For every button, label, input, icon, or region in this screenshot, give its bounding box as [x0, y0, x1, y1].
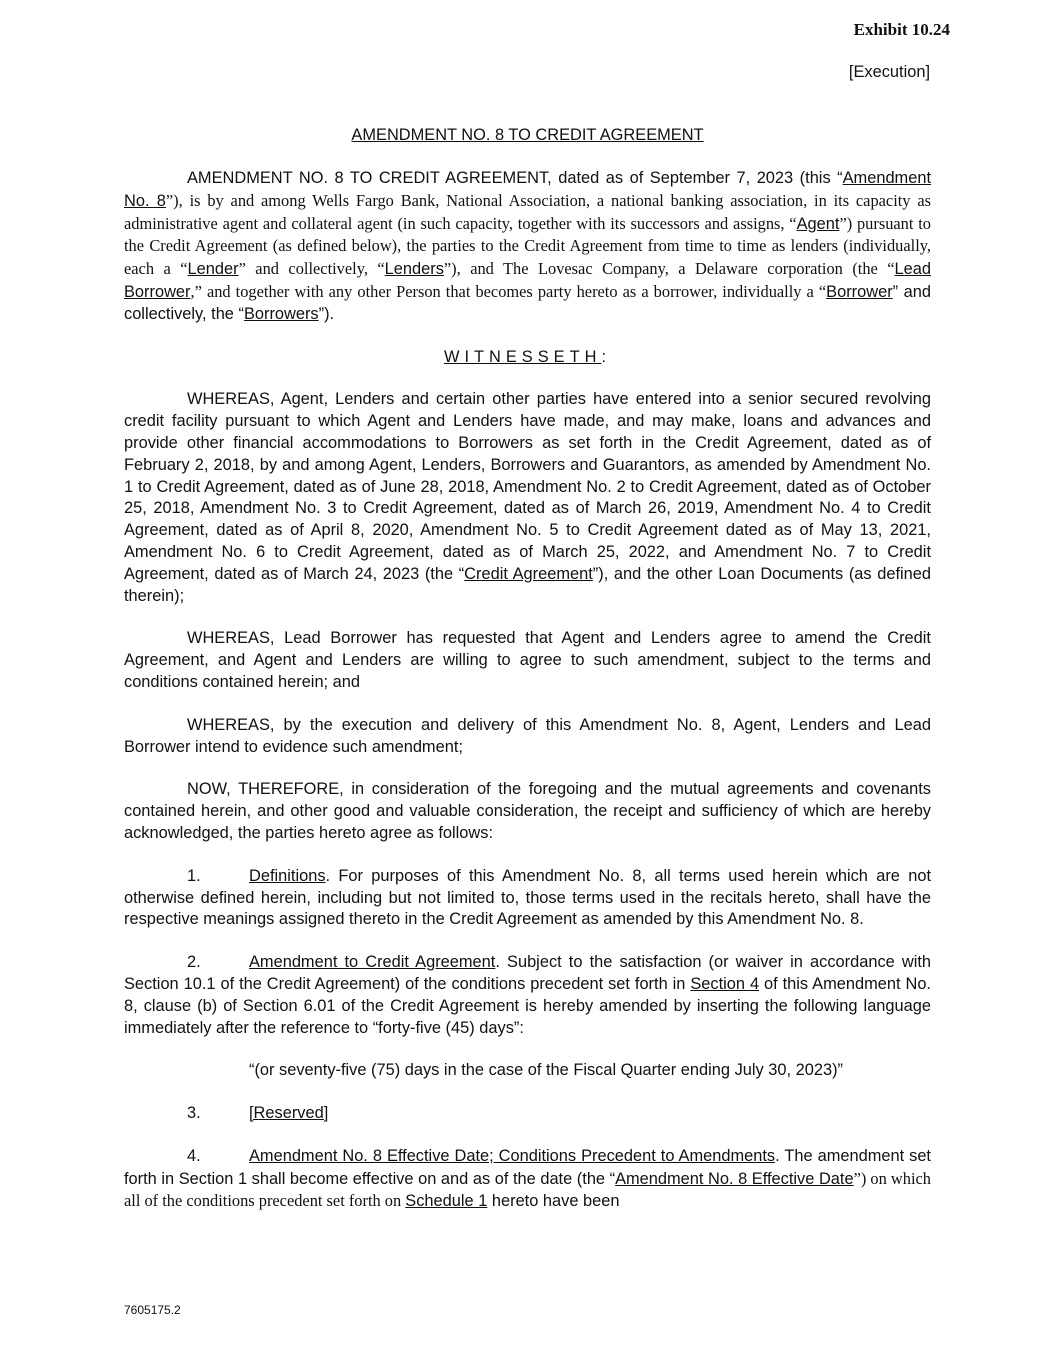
section-heading: [Reserved] [249, 1104, 329, 1123]
section-3: 3. [Reserved] [187, 1104, 329, 1123]
intro-paragraph: AMENDMENT NO. 8 TO CREDIT AGREEMENT, dated as of September 7, 2023 (this “Amendment No. 8”), is by and among Wells Fargo Bank, National Association, a national banking association, in its capacity as administrative agent and collateral agent (in such capacity, together with its successors and assigns, “Agent”) pursuant to the Credit Agreement (as defined below), the parties to the Credit Agreement from time to time as lenders (individually, each a “Lender” and collectively, “Lenders”), and The Lovesac Company, a Delaware corporation (the “Lead Borrower,” and together with any other Person that becomes party hereto as a borrower, individually a “Borrower” and collectively, the “Borrowers”). [124, 169, 932, 323]
document-id-footer: 7605175.2 [124, 1303, 181, 1317]
section-reference: Section 4 [690, 974, 760, 993]
now-therefore-paragraph: NOW, THEREFORE, in consideration of the foregoing and the mutual agreements and covenants contained herein, and other good and valuable consideration, the receipt and sufficiency of which are hereby acknowledged, the parties hereto agree as follows: [124, 780, 931, 842]
defined-term: Lender [187, 260, 239, 279]
document-title: AMENDMENT NO. 8 TO CREDIT AGREEMENT [351, 126, 704, 144]
execution-label: [Execution] [848, 63, 930, 81]
schedule-reference: Schedule 1 [405, 1192, 488, 1211]
defined-term: Amendment No. 8 Effective Date [615, 1169, 854, 1188]
defined-term: Lenders [384, 260, 444, 279]
defined-term: Borrower [826, 282, 893, 301]
section-1: 1. Definitions. For purposes of this Amendment No. 8, all terms used herein which are not otherwise defined herein, including but not limited to, those terms used in the recitals hereto, shall have the respective meanings assigned thereto in the Credit Agreement as amended by this Amendment No. 8. [124, 866, 931, 929]
document-body [124, 168, 931, 1234]
defined-term: Borrowers [243, 304, 319, 323]
defined-term: Lead Borrower [124, 260, 932, 301]
defined-term: Agent [796, 214, 840, 233]
section-4: 4. Amendment No. 8 Effective Date; Conditions Precedent to Amendments. The amendment set forth in Section 1 shall become effective on and as of the date (the “Amendment No. 8 Effective Date”) on which all of the conditions precedent set forth on Schedule 1 hereto have been [124, 1146, 931, 1211]
whereas-paragraph-2: WHEREAS, Lead Borrower has requested that Agent and Lenders agree to amend the Credit Agreement, and Agent and Lenders are willing to agree to such amendment, subject to the terms and conditions contained herein; and [124, 629, 931, 691]
whereas-paragraph-3: WHEREAS, by the execution and delivery of this Amendment No. 8, Agent, Lenders and Lead Borrower intend to evidence such amendment; [124, 715, 931, 756]
defined-term: Amendment No. 8 [124, 169, 931, 210]
section-heading: Amendment to Credit Agreement [249, 953, 496, 972]
exhibit-label: Exhibit 10.24 [853, 20, 950, 39]
defined-term: Credit Agreement [464, 564, 593, 583]
section-heading: Amendment No. 8 Effective Date; Conditions Precedent to Amendments [249, 1146, 776, 1165]
inserted-language-quote: “(or seventy-five (75) days in the case of the Fiscal Quarter ending July 30, 2023)” [249, 1061, 843, 1080]
section-heading: Definitions [249, 866, 326, 885]
witnesseth-heading: WITNESSETH: [443, 347, 611, 366]
section-2: 2. Amendment to Credit Agreement. Subject to the satisfaction (or waiver in accordance with Section 10.1 of the Credit Agreement) of the conditions precedent set forth in Section 4 of this Amendment No. 8, clause (b) of Section 6.01 of the Credit Agreement is hereby amended by inserting the following language immediately after the reference to “forty-five (45) days”: [124, 953, 931, 1037]
whereas-paragraph-1: WHEREAS, Agent, Lenders and certain other parties have entered into a senior secured revolving credit facility pursuant to which Agent and Lenders have made, and may make, loans and advances and provide other financial accommodations to Borrowers as set forth in the Credit Agreement, dated as of February 2, 2018, by and among Agent, Lenders, Borrowers and Guarantors, as amended by Amendment No. 1 to Credit Agreement, dated as of June 28, 2018, Amendment No. 2 to Credit Agreement, dated as of October 25, 2018, Amendment No. 3 to Credit Agreement, dated as of March 26, 2019, Amendment No. 4 to Credit Agreement, dated as of April 8, 2020, Amendment No. 5 to Credit Agreement dated as of May 13, 2021, Amendment No. 6 to Credit Agreement, dated as of March 25, 2022, and Amendment No. 7 to Credit Agreement, dated as of March 24, 2023 (the “Credit Agreement”), and the other Loan Documents (as defined therein); [124, 390, 931, 605]
